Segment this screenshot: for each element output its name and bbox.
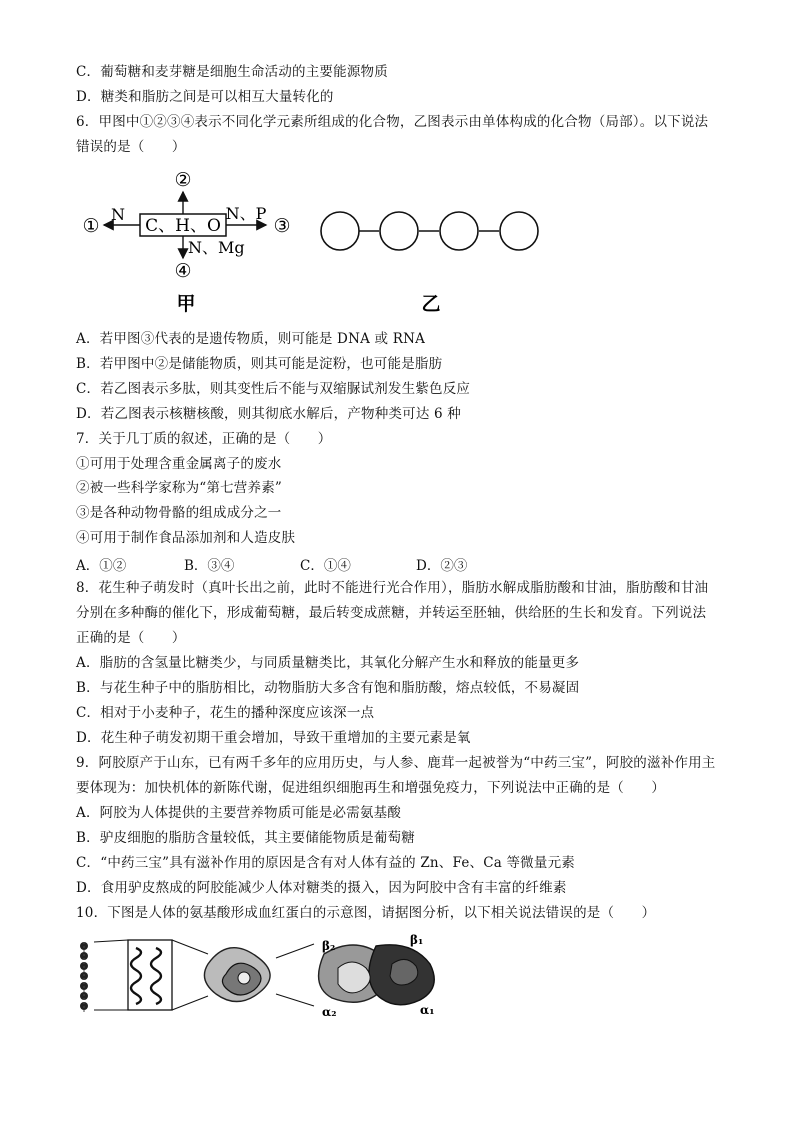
q6-option-b: B．若甲图中②是储能物质，则其可能是淀粉，也可能是脂肪 (76, 356, 443, 372)
bottom-element: N、Mg (188, 238, 245, 257)
q7-option-a: A．①② (76, 558, 127, 574)
q7-stem: 7．关于几丁质的叙述，正确的是（ ） (76, 431, 332, 447)
monomer-2 (380, 212, 418, 250)
q8-option-a: A．脂肪的含氢量比糖类少，与同质量糖类比，其氧化分解产生水和释放的能量更多 (76, 655, 580, 671)
product-bottom: ④ (174, 260, 192, 282)
expand-lines-2 (276, 944, 314, 1006)
q7-statement-1: ①可用于处理含重金属离子的废水 (76, 456, 282, 472)
folded-subunit (204, 948, 270, 1002)
q9-option-d: D．食用驴皮熬成的阿胶能减少人体对糖类的摄入，因为阿胶中含有丰富的纤维素 (76, 880, 567, 896)
polypeptide-box (128, 940, 172, 1010)
q10-stem: 10．下图是人体的氨基酸形成血红蛋白的示意图，请据图分析，以下相关说法错误的是（ ） (76, 905, 656, 921)
monomer-4 (500, 212, 538, 250)
left-element: N (111, 205, 125, 224)
product-left: ① (82, 215, 100, 237)
q9-stem-line2: 要体现为：加快机体的新陈代谢，促进组织细胞再生和增强免疫力，下列说法中正确的是（ ） (76, 780, 666, 796)
q7-option-d: D．②③ (416, 558, 468, 574)
q8-stem-line3: 正确的是（ ） (76, 630, 186, 646)
q8-option-b: B．与花生种子中的脂肪相比，动物脂肪大多含有饱和脂肪酸，熔点较低，不易凝固 (76, 680, 580, 696)
q8-stem-line2: 分别在多种酶的催化下，形成葡萄糖，最后转变成蔗糖，并转运至胚轴，供给胚的生长和发育。下列说法 (76, 605, 707, 621)
figure-jia (78, 166, 308, 316)
q5-option-d: D．糖类和脂肪之间是可以相互大量转化的 (76, 89, 334, 105)
monomer-3 (440, 212, 478, 250)
q8-option-d: D．花生种子萌发初期干重会增加，导致干重增加的主要元素是氧 (76, 730, 471, 746)
q7-statement-2: ②被一些科学家称为“第七营养素” (76, 480, 283, 496)
monomer-1 (321, 212, 359, 250)
q9-option-b: B．驴皮细胞的脂肪含量较低，其主要储能物质是葡萄糖 (76, 830, 415, 846)
right-element: N、P (225, 204, 267, 223)
helix-strand-2 (151, 948, 161, 1004)
label-alpha1: α₁ (420, 1003, 435, 1017)
q8-stem-line1: 8．花生种子萌发时（真叶长出之前，此时不能进行光合作用），脂肪水解成脂肪酸和甘油，脂肪酸和甘油 (76, 580, 709, 596)
q6-stem-line1: 6．甲图中①②③④表示不同化学元素所组成的化合物，乙图表示由单体构成的化合物（局部）。以下说法 (76, 114, 709, 130)
caption-yi: 乙 (421, 293, 441, 315)
q7-option-c: C．①④ (300, 558, 351, 574)
product-right: ③ (273, 215, 291, 237)
product-top: ② (174, 169, 192, 191)
q9-option-c: C．“中药三宝”具有滋补作用的原因是含有对人体有益的 Zn、Fe、Ca 等微量元素 (76, 855, 575, 871)
q5-option-c: C．葡萄糖和麦芽糖是细胞生命活动的主要能源物质 (76, 64, 388, 80)
q9-stem-line1: 9．阿胶原产于山东，已有两千多年的应用历史，与人参、鹿茸一起被誉为“中药三宝”，阿胶的滋补作用主 (76, 755, 716, 771)
q6-option-d: D．若乙图表示核糖核酸，则其彻底水解后，产物种类可达 6 种 (76, 406, 461, 422)
figure-hemoglobin (76, 934, 448, 1018)
q6-option-a: A．若甲图③代表的是遗传物质，则可能是 DNA 或 RNA (76, 331, 426, 347)
figure-yi (315, 200, 550, 315)
q7-statement-3: ③是各种动物骨骼的组成成分之一 (76, 505, 282, 521)
label-beta2: β₂ (322, 939, 336, 953)
q7-statement-4: ④可用于制作食品添加剂和人造皮肤 (76, 530, 296, 546)
center-elements: C、H、O (145, 216, 221, 236)
caption-jia: 甲 (176, 293, 196, 315)
q7-option-b: B．③④ (184, 558, 235, 574)
q6-stem-line2: 错误的是（ ） (76, 139, 186, 155)
q6-option-c: C．若乙图表示多肽，则其变性后不能与双缩脲试剂发生紫色反应 (76, 381, 471, 397)
q8-option-c: C．相对于小麦种子，花生的播种深度应该深一点 (76, 705, 375, 721)
hemoglobin-tetramer (319, 945, 435, 1005)
q9-option-a: A．阿胶为人体提供的主要营养物质可能是必需氨基酸 (76, 805, 402, 821)
label-beta1: β₁ (410, 934, 424, 947)
helix-strand (131, 948, 141, 1004)
label-alpha2: α₂ (322, 1005, 337, 1018)
q7-options (76, 554, 556, 572)
expand-lines (94, 940, 208, 1010)
